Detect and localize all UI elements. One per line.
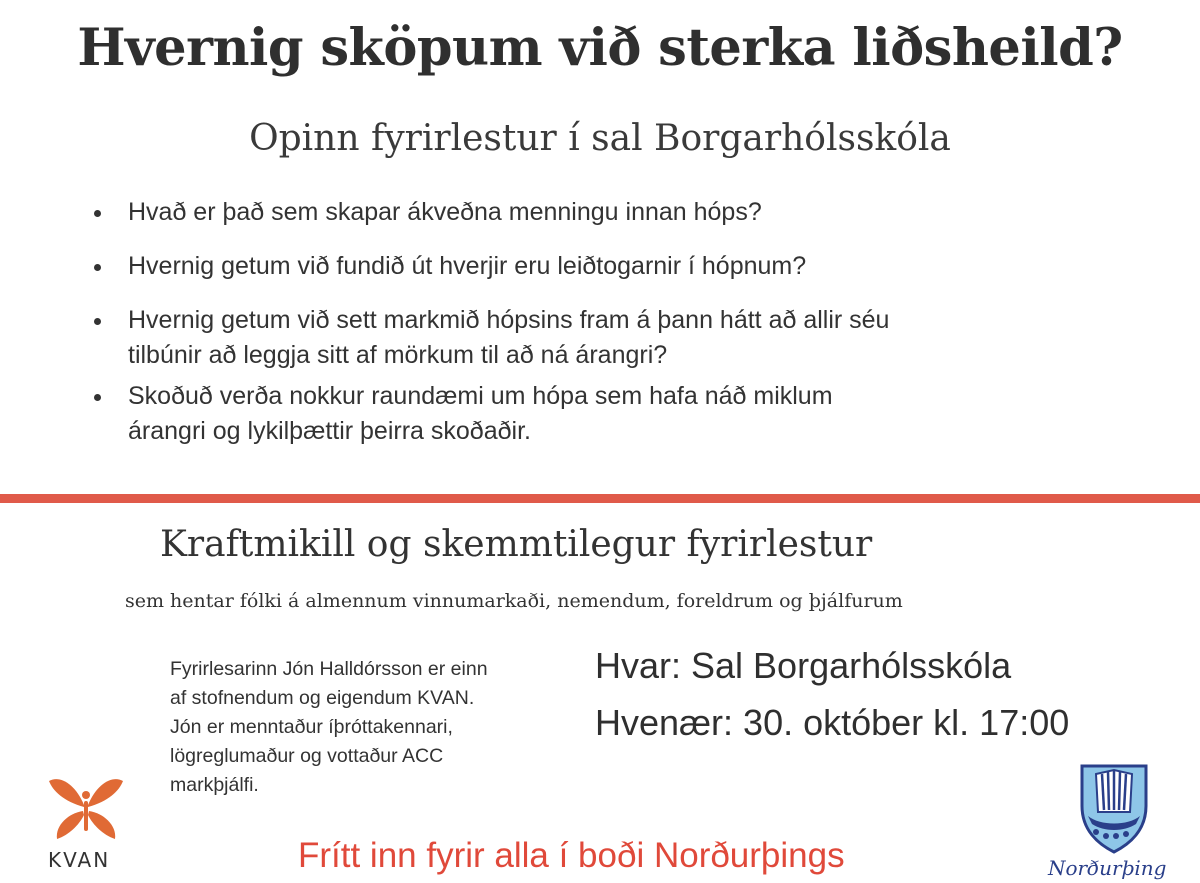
bio-line: af stofnendum og eigendum KVAN. (170, 687, 475, 709)
bio-line: Fyrirlesarinn Jón Halldórsson er einn (170, 658, 488, 680)
page-subtitle: Opinn fyrirlestur í sal Borgarhólsskóla (249, 118, 951, 159)
bio-line: markþjálfi. (170, 774, 259, 796)
list-item-line: Hvernig getum við fundið út hverjir eru leiðtogarnir í hópnum? (128, 252, 807, 280)
list-item-line: Skoðuð verða nokkur raundæmi um hópa sem hafa náð miklum (128, 382, 833, 410)
nordurthing-logo-text: Norðurþing (1048, 856, 1167, 880)
list-item-line: Hvað er það sem skapar ákveðna menningu innan hóps? (128, 198, 762, 226)
list-item (92, 379, 1092, 449)
list-item-line: árangri og lykilþættir þeirra skoðaðir. (128, 417, 531, 445)
list-item-line: Hvernig getum við sett markmið hópsins fram á þann hátt að allir séu (128, 306, 890, 334)
list-item-line: tilbúnir að leggja sitt af mörkum til að ná árangri? (128, 341, 668, 369)
event-time: Hvenær: 30. október kl. 17:00 (595, 702, 1070, 743)
free-admission-text: Frítt inn fyrir alla í boði Norðurþings (298, 836, 845, 875)
list-item (92, 195, 1092, 230)
list-item (92, 249, 1092, 284)
page-title: Hvernig sköpum við sterka liðsheild? (77, 18, 1123, 78)
speaker-bio (170, 655, 575, 800)
list-item (92, 303, 1092, 373)
bio-line: Jón er menntaður íþróttakennari, (170, 716, 453, 738)
section-divider (0, 494, 1200, 503)
topic-list (92, 195, 1092, 468)
promo-heading: Kraftmikill og skemmtilegur fyrirlestur (160, 524, 873, 565)
viking-ship-crest-icon (1074, 760, 1154, 855)
kvan-logo-text: KVAN (48, 848, 111, 872)
bio-line: lögreglumaður og vottaður ACC (170, 745, 444, 767)
butterfly-person-icon (45, 775, 127, 845)
promo-subheading: sem hentar fólki á almennum vinnumarkaði, nemendum, foreldrum og þjálfurum (125, 590, 903, 612)
event-location: Hvar: Sal Borgarhólsskóla (595, 645, 1012, 686)
